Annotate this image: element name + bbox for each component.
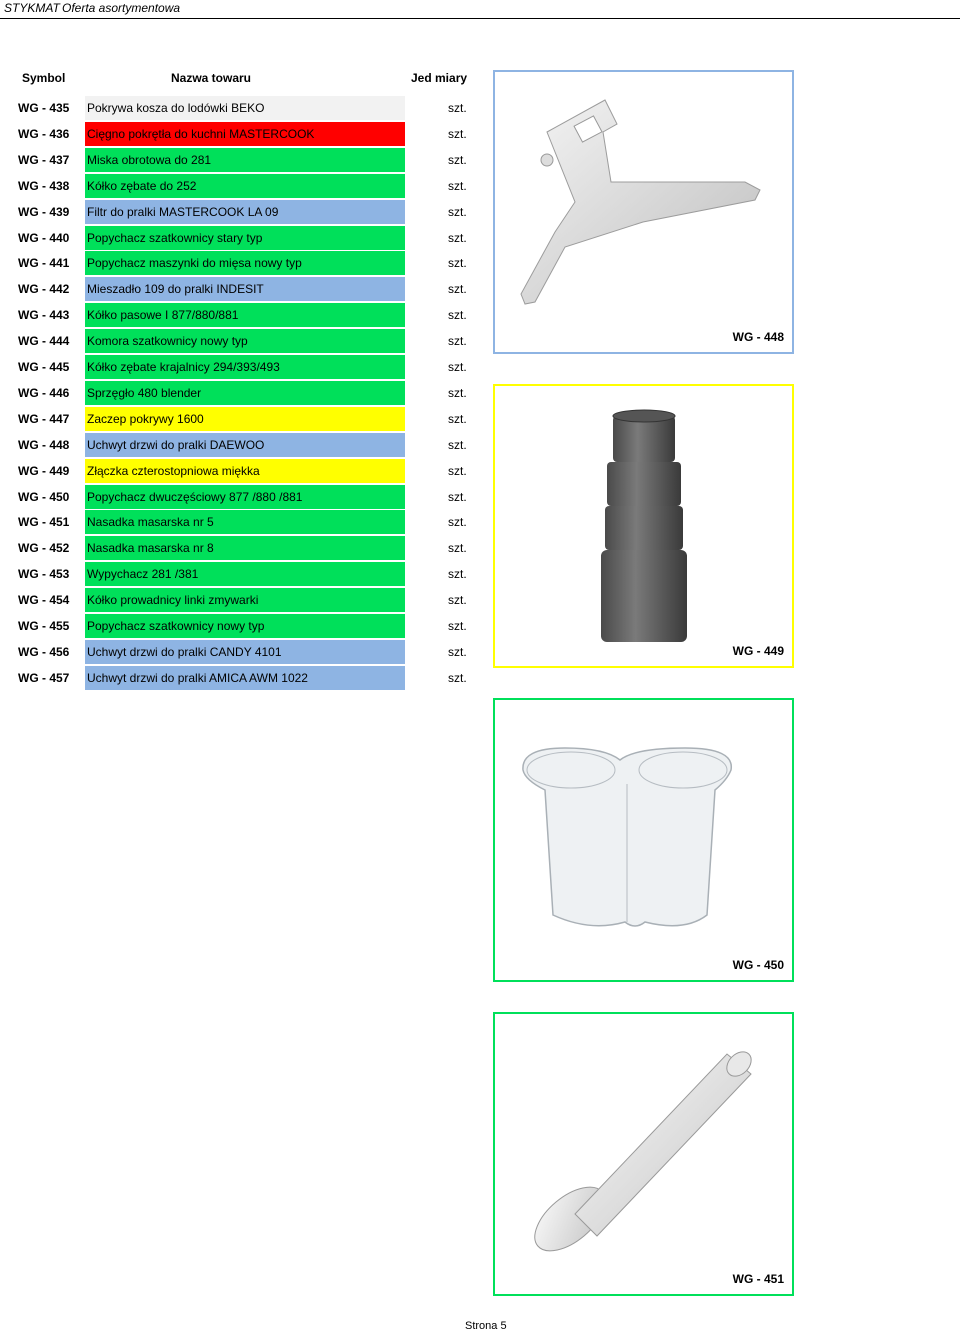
product-photo-wg-448	[493, 70, 794, 354]
row-unit: szt.	[448, 308, 467, 323]
row-product-name: Kółko zębate krajalnicy 294/393/493	[85, 355, 405, 379]
row-unit: szt.	[448, 256, 467, 271]
row-unit: szt.	[448, 567, 467, 582]
row-product-name: Sprzęgło 480 blender	[85, 381, 405, 405]
row-product-name: Popychacz maszynki do mięsa nowy typ	[85, 251, 405, 275]
row-unit: szt.	[448, 282, 467, 297]
document-title: Oferta asortymentowa	[62, 1, 181, 15]
product-photo-wg-451	[493, 1012, 794, 1296]
row-symbol: WG - 456	[18, 644, 70, 659]
table-row	[0, 355, 480, 379]
table-row	[0, 640, 480, 664]
row-unit: szt.	[448, 411, 467, 426]
row-product-name: Nasadka masarska nr 5	[85, 510, 405, 534]
table-row	[0, 174, 480, 198]
table-row	[0, 303, 480, 327]
row-symbol: WG - 445	[18, 360, 70, 374]
row-unit: szt.	[448, 619, 467, 633]
row-unit: szt.	[448, 670, 467, 685]
row-product-name: Nasadka masarska nr 8	[85, 536, 405, 560]
table-row	[0, 277, 480, 301]
row-unit: szt.	[448, 437, 467, 452]
row-symbol: WG - 451	[18, 515, 70, 530]
row-unit: szt.	[448, 593, 467, 608]
table-row	[0, 433, 480, 457]
table-row	[0, 122, 480, 146]
row-product-name: Cięgno pokrętła do kuchni MASTERCOOK	[85, 122, 405, 146]
row-symbol: WG - 453	[18, 567, 70, 582]
sausage-nozzle-icon	[495, 1014, 792, 1294]
row-product-name: Filtr do pralki MASTERCOOK LA 09	[85, 200, 405, 224]
row-product-name: Pokrywa kosza do lodówki BEKO	[85, 96, 405, 120]
row-symbol: WG - 438	[18, 178, 70, 193]
photo-caption: WG - 449	[732, 644, 784, 658]
row-symbol: WG - 436	[18, 126, 70, 141]
table-row	[0, 381, 480, 405]
row-symbol: WG - 444	[18, 334, 70, 349]
table-row	[0, 96, 480, 120]
row-product-name: Zaczep pokrywy 1600	[85, 407, 405, 431]
row-symbol: WG - 454	[18, 593, 70, 608]
row-symbol: WG - 441	[18, 256, 70, 271]
photo-caption: WG - 450	[732, 958, 784, 972]
row-unit: szt.	[448, 644, 467, 659]
product-photo-wg-450	[493, 698, 794, 982]
row-unit: szt.	[448, 360, 467, 374]
photo-caption: WG - 451	[732, 1272, 784, 1286]
page-number: Strona 5	[465, 1320, 507, 1332]
row-unit: szt.	[448, 334, 467, 349]
table-row	[0, 562, 480, 586]
double-cup-pusher-icon	[495, 700, 792, 980]
table-row	[0, 329, 480, 353]
row-unit: szt.	[448, 204, 467, 219]
company-name: STYKMAT	[4, 1, 60, 15]
row-unit: szt.	[448, 541, 467, 556]
column-header-unit: Jed miary	[411, 71, 468, 85]
table-row	[0, 200, 480, 224]
row-product-name: Uchwyt drzwi do pralki CANDY 4101	[85, 640, 405, 664]
column-header-name: Nazwa towaru	[171, 71, 252, 85]
row-unit: szt.	[448, 385, 467, 400]
row-product-name: Wypychacz 281 /381	[85, 562, 405, 586]
row-unit: szt.	[448, 126, 467, 141]
row-unit: szt.	[448, 101, 467, 115]
row-unit: szt.	[448, 178, 467, 193]
row-product-name: Popychacz dwuczęściowy 877 /880 /881	[85, 485, 405, 509]
row-unit: szt.	[448, 515, 467, 530]
row-product-name: Popychacz szatkownicy nowy typ	[85, 614, 405, 638]
row-symbol: WG - 447	[18, 411, 70, 426]
row-product-name: Kółko zębate do 252	[85, 174, 405, 198]
row-product-name: Złączka czterostopniowa miękka	[85, 459, 405, 483]
row-unit: szt.	[448, 463, 467, 478]
stepped-connector-icon	[495, 386, 792, 666]
row-symbol: WG - 442	[18, 282, 70, 297]
row-symbol: WG - 443	[18, 308, 70, 323]
row-product-name: Miska obrotowa do 281	[85, 148, 405, 172]
row-product-name: Uchwyt drzwi do pralki DAEWOO	[85, 433, 405, 457]
row-symbol: WG - 450	[18, 489, 70, 504]
row-unit: szt.	[448, 230, 467, 245]
page-header	[0, 0, 960, 19]
row-product-name: Kółko pasowe I 877/880/881	[85, 303, 405, 327]
row-symbol: WG - 446	[18, 385, 70, 400]
door-handle-icon	[495, 72, 792, 352]
row-symbol: WG - 440	[18, 230, 70, 245]
table-row	[0, 226, 480, 250]
row-symbol: WG - 455	[18, 619, 70, 633]
table-row	[0, 536, 480, 560]
row-symbol: WG - 457	[18, 670, 70, 685]
table-row	[0, 485, 480, 509]
table-row	[0, 588, 480, 612]
table-row	[0, 148, 480, 172]
row-symbol: WG - 449	[18, 463, 70, 478]
row-symbol: WG - 452	[18, 541, 70, 556]
table-row	[0, 666, 480, 690]
table-row	[0, 459, 480, 483]
row-symbol: WG - 439	[18, 204, 70, 219]
column-header-symbol: Symbol	[22, 71, 66, 85]
row-symbol: WG - 437	[18, 152, 70, 167]
row-product-name: Komora szatkownicy nowy typ	[85, 329, 405, 353]
row-symbol: WG - 448	[18, 437, 70, 452]
table-row	[0, 614, 480, 638]
row-product-name: Popychacz szatkownicy stary typ	[85, 226, 405, 250]
product-photo-wg-449	[493, 384, 794, 668]
table-row	[0, 510, 480, 534]
row-unit: szt.	[448, 489, 467, 504]
row-product-name: Uchwyt drzwi do pralki AMICA AWM 1022	[85, 666, 405, 690]
row-symbol: WG - 435	[18, 101, 70, 115]
table-row	[0, 407, 480, 431]
row-product-name: Mieszadło 109 do pralki INDESIT	[85, 277, 405, 301]
photo-caption: WG - 448	[732, 330, 784, 344]
table-row	[0, 251, 480, 275]
row-unit: szt.	[448, 152, 467, 167]
row-product-name: Kółko prowadnicy linki zmywarki	[85, 588, 405, 612]
